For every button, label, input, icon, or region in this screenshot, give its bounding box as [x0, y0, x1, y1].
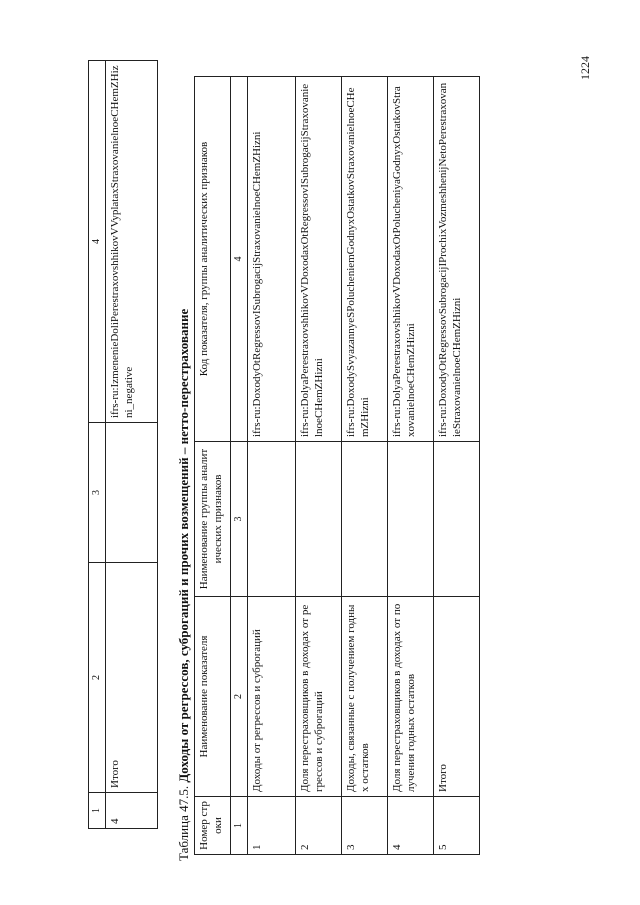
group-name-cell [342, 442, 388, 597]
indicator-code-cell: ifrs-ru:DoxodyOtRegressovISubrogacijStraxovanielnoeCHemZHizni [248, 77, 296, 442]
table-row [248, 77, 296, 855]
caption-title: Доходы от регрессов, суброгаций и прочих возмещений – нетто-перестрахование [176, 308, 191, 783]
indicator-code-cell: ifrs-ru:DoxodySvyazannyeSPolucheniemGodnyxOstatkovStraxovanielnoeCHemZHizni [342, 77, 388, 442]
indicator-name-cell: Доходы от регрессов и суброгаций [248, 597, 296, 797]
top-table-block [88, 61, 160, 829]
group-name-cell [106, 423, 158, 563]
row-number-cell: 1 [248, 797, 296, 855]
main-table [194, 76, 480, 855]
caption-prefix: Таблица 47.5. [176, 782, 191, 861]
table-cell: 2 [231, 597, 248, 797]
table-cell: 3 [89, 423, 106, 563]
top-table-index-row [89, 61, 106, 829]
indicator-code-cell: ifrs-ru:DoxodyOtRegressovSubrogacijIProchixVozmeshhenijNetoPerestraxovanieStraxovanielnoeCHemZHizni [434, 77, 480, 442]
indicator-code-cell: ifrs-ru:DolyaPerestraxovshhikovVDoxodaxOtPolucheniyaGodnyxOstatkovStraxovanielnoeCHemZHizni [388, 77, 434, 442]
table-cell: 3 [231, 442, 248, 597]
table-cell: 1 [89, 793, 106, 829]
indicator-name-cell: Итого [106, 563, 158, 793]
table-cell: 4 [89, 61, 106, 423]
table-cell: 4 [231, 77, 248, 442]
table-cell: 2 [89, 563, 106, 793]
header-cell-name: Наименование показателя [195, 597, 231, 797]
indicator-code-cell: ifrs-ru:IzmenenieDoliPerestraxovshhikovVVyplataxStraxovanielnoeCHemZHizni_negative [106, 61, 158, 423]
table-row [342, 77, 388, 855]
row-number-cell: 2 [296, 797, 342, 855]
header-cell-number: Номер строки [195, 797, 231, 855]
indicator-code-cell: ifrs-ru:DolyaPerestraxovshhikovVDoxodaxOtRegressovISubrogacijStraxovanielnoeCHemZHizni [296, 77, 342, 442]
table-row [106, 61, 158, 829]
header-cell-group: Наименование группы аналитических признаков [195, 442, 231, 597]
table-caption [176, 309, 192, 861]
indicator-name-cell: Итого [434, 597, 480, 797]
row-number-cell: 4 [388, 797, 434, 855]
main-table-block [194, 77, 484, 855]
table-row [388, 77, 434, 855]
header-cell-code: Код показателя, группы аналитических признаков [195, 77, 231, 442]
header-row [195, 77, 231, 855]
table-row [434, 77, 480, 855]
group-name-cell [388, 442, 434, 597]
indicator-name-cell: Доля перестраховщиков в доходах от получения годных остатков [388, 597, 434, 797]
indicator-name-cell: Доходы, связанные с получением годных остатков [342, 597, 388, 797]
group-name-cell [434, 442, 480, 597]
row-number-cell: 3 [342, 797, 388, 855]
table-row [296, 77, 342, 855]
group-name-cell [248, 442, 296, 597]
top-table [88, 60, 158, 829]
table-cell: 1 [231, 797, 248, 855]
page-number: 1224 [578, 56, 592, 80]
group-name-cell [296, 442, 342, 597]
indicator-name-cell: Доля перестраховщиков в доходах от регрессов и суброгаций [296, 597, 342, 797]
index-row [231, 77, 248, 855]
row-number-cell: 4 [106, 793, 158, 829]
row-number-cell: 5 [434, 797, 480, 855]
